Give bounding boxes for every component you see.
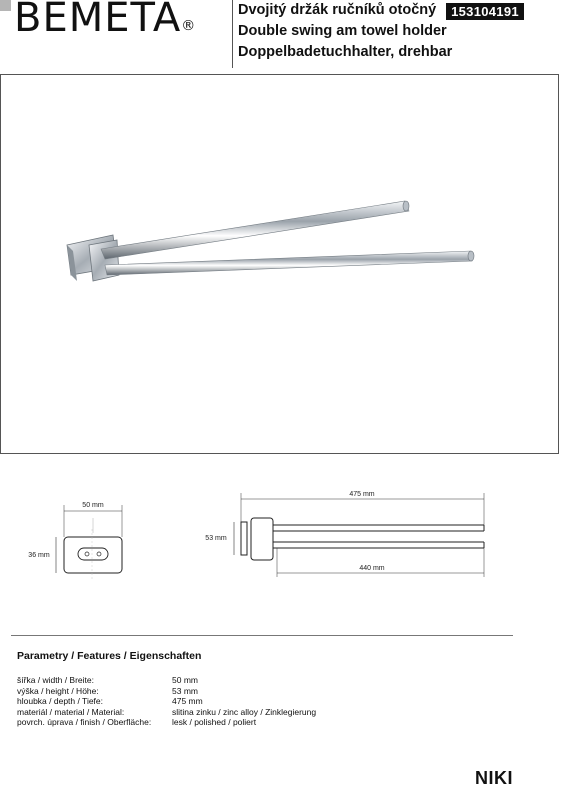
product-title-cs: Dvojitý držák ručníků otočný bbox=[238, 2, 437, 18]
front-height-label: 36 mm bbox=[28, 552, 50, 559]
registered-mark: ® bbox=[181, 18, 197, 34]
spec-value: lesk / polished / poliert bbox=[172, 717, 257, 728]
spec-row bbox=[17, 696, 437, 707]
spec-row bbox=[17, 675, 437, 686]
spec-value: 53 mm bbox=[172, 685, 198, 696]
product-title-de: Doppelbadetuchhalter, drehbar bbox=[238, 44, 453, 60]
total-depth-label: 475 mm bbox=[349, 491, 375, 498]
series-name: NIKI bbox=[475, 768, 513, 788]
title-divider bbox=[232, 0, 233, 68]
product-photo-frame bbox=[0, 74, 559, 454]
features-heading: Parametry / Features / Eigenschaften bbox=[17, 650, 202, 662]
front-width-label: 50 mm bbox=[82, 502, 104, 509]
spec-value: slitina zinku / zinc alloy / Zinklegierung bbox=[172, 706, 317, 717]
side-view bbox=[205, 491, 484, 577]
bar-length-label: 440 mm bbox=[359, 565, 385, 572]
product-title-en: Double swing am towel holder bbox=[238, 23, 447, 39]
logo-square bbox=[0, 0, 11, 11]
side-height-label: 53 mm bbox=[205, 535, 227, 542]
spec-value: 475 mm bbox=[172, 696, 203, 707]
features-divider bbox=[11, 635, 513, 636]
spec-row bbox=[17, 717, 437, 728]
front-view bbox=[28, 502, 122, 581]
brand-logo: BEMETA® bbox=[14, 0, 197, 41]
product-photo bbox=[1, 75, 558, 453]
technical-drawing bbox=[0, 485, 561, 590]
upper-arm bbox=[101, 201, 409, 259]
spec-label: hloubka / depth / Tiefe: bbox=[17, 696, 104, 707]
spec-row bbox=[17, 707, 437, 718]
lower-arm bbox=[105, 251, 474, 275]
spec-row bbox=[17, 686, 437, 697]
spec-label: povrch. úprava / finish / Oberfläche: bbox=[17, 717, 152, 728]
spec-value: 50 mm bbox=[172, 675, 198, 685]
spec-label: šířka / width / Breite: bbox=[17, 675, 94, 685]
product-code-badge: 153104191 bbox=[446, 3, 524, 20]
spec-label: výška / height / Höhe: bbox=[17, 685, 99, 696]
spec-label: materiál / material / Material: bbox=[17, 706, 125, 717]
